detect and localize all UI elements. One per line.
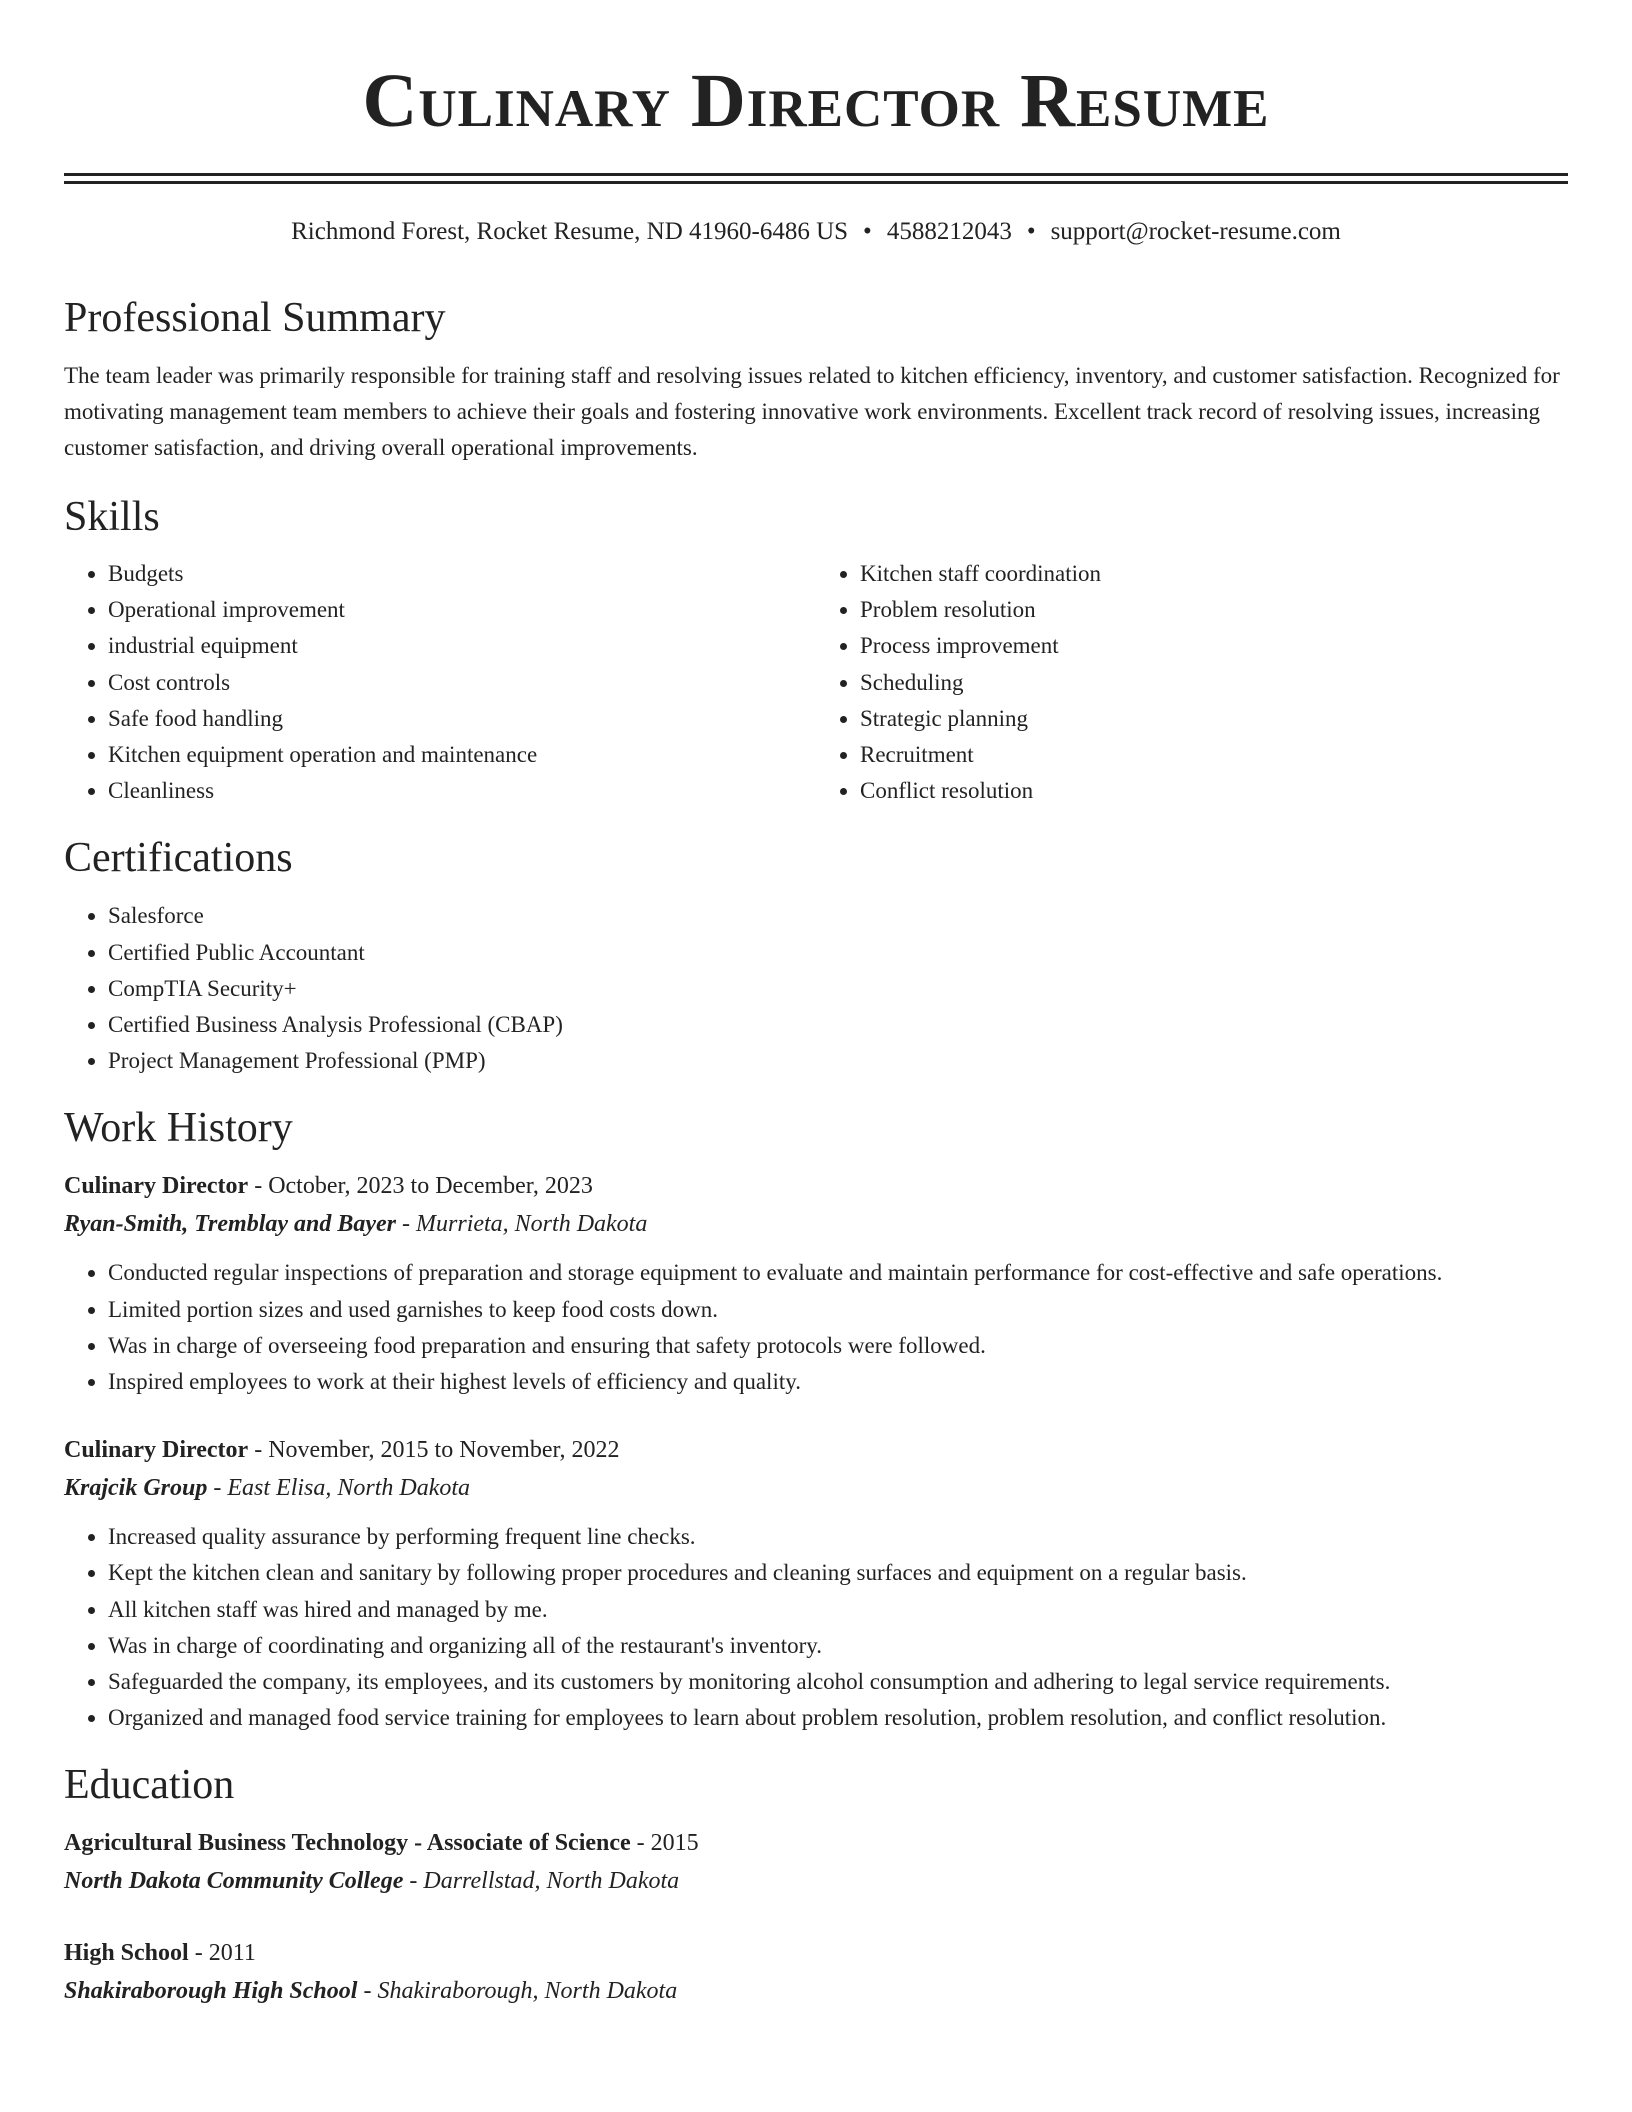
contact-line <box>64 217 1568 247</box>
skill-item: • industrial equipment <box>108 628 816 664</box>
certifications-list <box>64 898 1568 1079</box>
joiner: - <box>357 1978 378 2005</box>
contact-separator: • <box>863 218 872 245</box>
joiner: - <box>188 1940 209 1967</box>
joiner: - <box>403 1868 424 1895</box>
education-school: Shakiraborough High School <box>64 1978 358 2005</box>
job-bullet: • Conducted regular inspections of preparation and storage equipment to evaluate and maintain performance for cost-effective and safe operations. <box>108 1255 1568 1291</box>
education-degree: High School <box>64 1940 189 1967</box>
education-location: Shakiraborough, North Dakota <box>377 1978 678 2005</box>
job-location: Murrieta, North Dakota <box>416 1211 648 1238</box>
joiner: - <box>248 1173 269 1200</box>
job-bullet: • Safeguarded the company, its employees, and its customers by monitoring alcohol consumption and adhering to legal service requirements. <box>108 1664 1568 1700</box>
job-title-line <box>64 1167 1568 1205</box>
skills-list-left <box>64 556 816 809</box>
education-entry <box>64 1824 1568 1900</box>
summary-heading: Professional Summary <box>64 295 446 341</box>
contact-address: Richmond Forest, Rocket Resume, ND 41960-6486 US <box>291 218 849 245</box>
work-history-heading: Work History <box>64 1105 293 1152</box>
job-bullet: • All kitchen staff was hired and managed by me. <box>108 1592 1568 1628</box>
job-bullet: • Organized and managed food service training for employees to learn about problem resolution, problem resolution, and conflict resolution. <box>108 1700 1568 1736</box>
job-bullet: • Was in charge of coordinating and organizing all of the restaurant's inventory. <box>108 1628 1568 1664</box>
job-company-line <box>64 1205 1568 1243</box>
job-bullet: • Increased quality assurance by performing frequent line checks. <box>108 1519 1568 1555</box>
job-company: Ryan-Smith, Tremblay and Bayer <box>64 1211 397 1238</box>
skill-item: • Budgets <box>108 556 816 592</box>
education-degree-line <box>64 1934 1568 1972</box>
joiner: - <box>630 1830 651 1857</box>
summary-text: The team leader was primarily responsible for training staff and resolving issues related to kitchen efficiency, inventory, and customer satisfaction. Recognized for motivating management team members to achieve their goals and fostering innovative work environments. Excellent track record of resolving issues, increasing customer satisfaction, and driving overall operational improvements. <box>64 363 1560 460</box>
contact-separator: • <box>1026 218 1036 245</box>
job-dates: October, 2023 to December, 2023 <box>268 1173 593 1200</box>
skill-item: • Scheduling <box>860 665 1568 701</box>
job-title: Culinary Director <box>64 1437 249 1464</box>
certification-item: • Salesforce <box>108 898 1568 934</box>
certifications-heading: Certifications <box>64 835 293 882</box>
education-heading: Education <box>64 1762 235 1809</box>
education-degree-line <box>64 1824 1568 1862</box>
job-bullet: • Inspired employees to work at their highest levels of efficiency and quality. <box>108 1364 1568 1400</box>
skill-item: • Operational improvement <box>108 592 816 628</box>
page-title: Culinary Director Resume <box>362 59 1270 143</box>
skill-item: • Cost controls <box>108 665 816 701</box>
job-entry <box>64 1167 1568 1400</box>
skill-item: • Problem resolution <box>860 592 1568 628</box>
education-entry <box>64 1934 1568 2010</box>
certification-item: • Project Management Professional (PMP) <box>108 1043 1568 1079</box>
education-school-line <box>64 1862 1568 1900</box>
education-year: 2011 <box>208 1940 256 1967</box>
job-bullets <box>64 1519 1568 1736</box>
job-company-line <box>64 1469 1568 1507</box>
skills-columns <box>64 556 1568 809</box>
skill-item: • Recruitment <box>860 737 1568 773</box>
job-location: East Elisa, North Dakota <box>227 1475 471 1502</box>
job-bullet: • Kept the kitchen clean and sanitary by following proper procedures and cleaning surfaces and equipment on a regular basis. <box>108 1555 1568 1591</box>
education-degree: Agricultural Business Technology - Associate of Science <box>64 1830 631 1857</box>
job-dates: November, 2015 to November, 2022 <box>268 1437 620 1464</box>
title-double-rule <box>64 173 1568 184</box>
skills-list-right <box>816 556 1568 809</box>
job-title: Culinary Director <box>64 1173 249 1200</box>
job-entry <box>64 1431 1568 1736</box>
education-year: 2015 <box>650 1830 699 1857</box>
contact-phone: 4588212043 <box>886 218 1012 245</box>
job-title-line <box>64 1431 1568 1469</box>
joiner: - <box>207 1475 228 1502</box>
contact-email: support@rocket-resume.com <box>1050 218 1341 245</box>
certification-item: • Certified Business Analysis Professional (CBAP) <box>108 1007 1568 1043</box>
skill-item: • Safe food handling <box>108 701 816 737</box>
education-school: North Dakota Community College <box>64 1868 404 1895</box>
skills-heading: Skills <box>64 494 160 540</box>
joiner: - <box>248 1437 269 1464</box>
skill-item: • Cleanliness <box>108 773 816 809</box>
education-school-line <box>64 1972 1568 2010</box>
skill-item: • Kitchen equipment operation and maintenance <box>108 737 816 773</box>
joiner: - <box>396 1211 417 1238</box>
job-company: Krajcik Group <box>64 1475 208 1502</box>
job-bullets <box>64 1255 1568 1400</box>
skill-item: • Process improvement <box>860 628 1568 664</box>
education-location: Darrellstad, North Dakota <box>423 1868 680 1895</box>
certification-item: • Certified Public Accountant <box>108 935 1568 971</box>
skill-item: • Conflict resolution <box>860 773 1568 809</box>
job-bullet: • Was in charge of overseeing food preparation and ensuring that safety protocols were followed. <box>108 1328 1568 1364</box>
job-bullet: • Limited portion sizes and used garnishes to keep food costs down. <box>108 1292 1568 1328</box>
certification-item: • CompTIA Security+ <box>108 971 1568 1007</box>
skill-item: • Kitchen staff coordination <box>860 556 1568 592</box>
skill-item: • Strategic planning <box>860 701 1568 737</box>
